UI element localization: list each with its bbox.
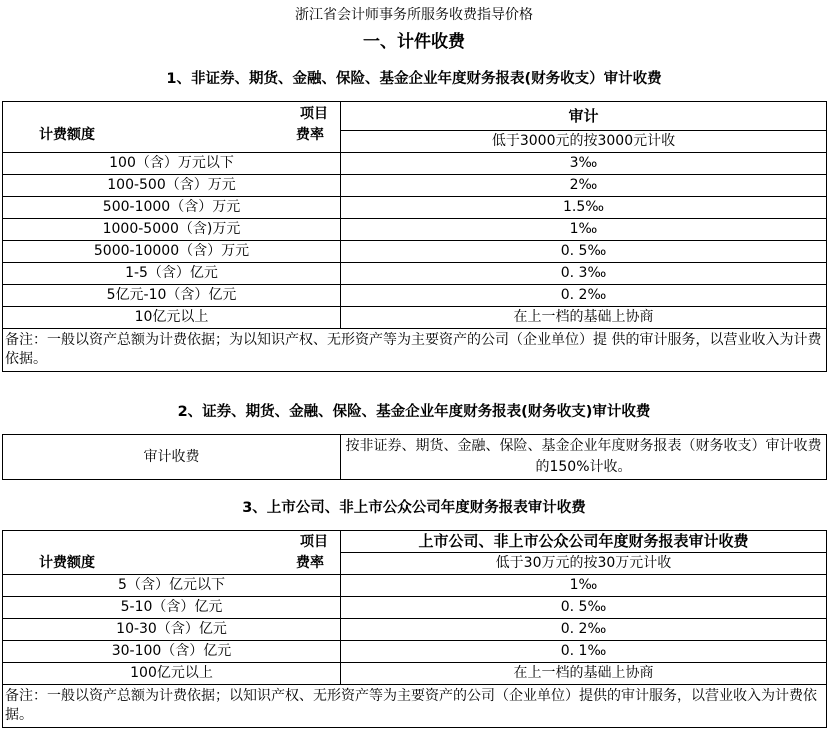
amount-cell: 1000-5000（含)万元 [3,219,341,241]
header-diagonal-cell [3,102,341,153]
rate-cell: 1‰ [341,575,827,597]
column-title: 审计 [341,102,827,131]
section3-table [2,530,827,728]
section1-heading: 1、非证券、期货、金融、保险、基金企业年度财务报表(财务收支）审计收费 [166,71,662,87]
header-rate-label: 费率 [296,127,324,143]
table-row [3,153,827,175]
rate-cell: 0. 2‰ [341,285,827,307]
section2-table [2,434,827,480]
main-heading: 一、计件收费 [363,32,465,52]
amount-cell: 100（含）万元以下 [3,153,341,175]
amount-cell: 10-30（含）亿元 [3,619,341,641]
header-rate-label: 费率 [296,555,324,571]
rate-cell: 0. 5‰ [341,597,827,619]
amount-cell: 10亿元以上 [3,307,341,329]
amount-cell: 5亿元-10（含）亿元 [3,285,341,307]
table-row [3,641,827,663]
amount-cell: 5-10（含）亿元 [3,597,341,619]
amount-cell: 30-100（含）亿元 [3,641,341,663]
table-row [3,263,827,285]
section3-heading: 3、上市公司、非上市公众公司年度财务报表审计收费 [242,500,586,516]
rate-cell: 0. 2‰ [341,619,827,641]
amount-cell: 5000-10000（含）万元 [3,241,341,263]
table-row [3,219,827,241]
table-row [3,575,827,597]
table-row [3,241,827,263]
rate-cell: 0. 1‰ [341,641,827,663]
section2-heading: 2、证券、期货、金融、保险、基金企业年度财务报表(财务收支)审计收费 [177,404,651,420]
amount-cell: 1-5（含）亿元 [3,263,341,285]
amount-cell: 100-500（含）万元 [3,175,341,197]
amount-cell: 500-1000（含）万元 [3,197,341,219]
header-amount-label: 计费额度 [39,127,95,143]
rate-cell: 1‰ [341,219,827,241]
section2-label: 审计收费 [3,435,341,480]
section1-note: 备注：一般以资产总额为计费依据；为以知识产权、无形资产等为主要资产的公司（企业单位）提 供的审计服务，以营业收入为计费依据。 [3,329,827,372]
document-title: 浙江省会计师事务所服务收费指导价格 [295,7,533,23]
rate-cell: 0. 5‰ [341,241,827,263]
rate-cell: 0. 3‰ [341,263,827,285]
section2-value: 按非证券、期货、金融、保险、基金企业年度财务报表（财务收支）审计收费的150%计收。 [341,435,827,480]
header-diagonal-cell [3,531,341,575]
table-row [3,307,827,329]
table-row [3,197,827,219]
amount-cell: 100亿元以上 [3,663,341,685]
table-row [3,663,827,685]
header-item-label: 项目 [300,106,328,122]
column-title: 上市公司、非上市公众公司年度财务报表审计收费 [341,531,827,553]
rate-cell: 1.5‰ [341,197,827,219]
amount-cell: 5（含）亿元以下 [3,575,341,597]
table-row [3,619,827,641]
rate-cell: 在上一档的基础上协商 [341,307,827,329]
section3-note: 备注：一般以资产总额为计费依据；以知识产权、无形资产等为主要资产的公司（企业单位）提供的审计服务，以营业收入为计费依据。 [3,685,827,728]
rate-cell: 3‰ [341,153,827,175]
table-row [3,285,827,307]
header-amount-label: 计费额度 [39,555,95,571]
column-subtitle: 低于30万元的按30万元计收 [341,553,827,575]
rate-cell: 2‰ [341,175,827,197]
column-subtitle: 低于3000元的按3000元计收 [341,131,827,153]
section1-table [2,101,827,372]
header-item-label: 项目 [300,534,328,550]
table-row [3,175,827,197]
table-row [3,597,827,619]
rate-cell: 在上一档的基础上协商 [341,663,827,685]
